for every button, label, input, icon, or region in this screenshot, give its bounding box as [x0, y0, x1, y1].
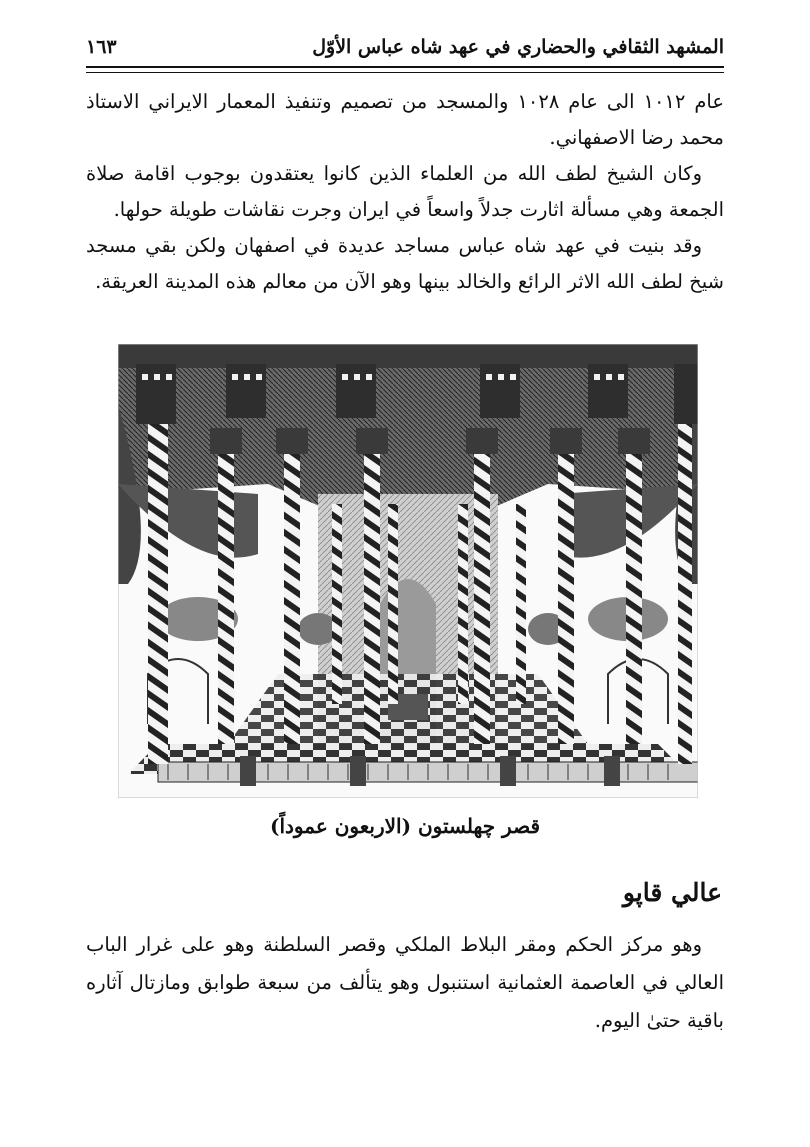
paragraph: عام ١٠١٢ الى عام ١٠٢٨ والمسجد من تصميم وتنفيذ المعمار الايراني الاستاذ محمد رضا الاصفهاني.: [86, 90, 725, 149]
figure-caption: قصر چهلستون (الاربعون عموداً): [270, 814, 540, 838]
paragraph: وكان الشيخ لطف الله من العلماء الذين كانوا يعتقدون بوجوب اقامة صلاة الجمعة وهي مسألة اثارت جدلاً واسعاً في ايران وجرت نقاشات طويلة حولها.: [86, 162, 724, 221]
chehel-sotun-engraving: [118, 344, 698, 798]
section-heading: عالي قاپو: [622, 878, 722, 907]
paragraph: وقد بنيت في عهد شاه عباس مساجد عديدة في اصفهان ولكن بقي مسجد شيخ لطف الله الاثر الرائع والخالد بينها وهو الآن من معالم هذه المدينة العريقة.: [86, 234, 724, 293]
page-number: ١٦٣: [86, 36, 117, 58]
body-text: [86, 84, 724, 300]
paragraph: وهو مركز الحكم ومقر البلاط الملكي وقصر السلطنة وهو على غرار الباب العالي في العاصمة العثمانية استنبول وهو يتألف من سبعة طوابق ومازتال آثاره باقية حتىٰ اليوم.: [86, 933, 724, 1032]
palace-illustration: [118, 344, 698, 798]
section-text: [86, 926, 724, 1040]
header-rule-thin: [86, 72, 724, 73]
page-header: [86, 30, 724, 64]
header-rule-thick: [86, 66, 724, 68]
running-title: المشهد الثقافي والحضاري في عهد شاه عباس الأوّل: [312, 36, 724, 58]
